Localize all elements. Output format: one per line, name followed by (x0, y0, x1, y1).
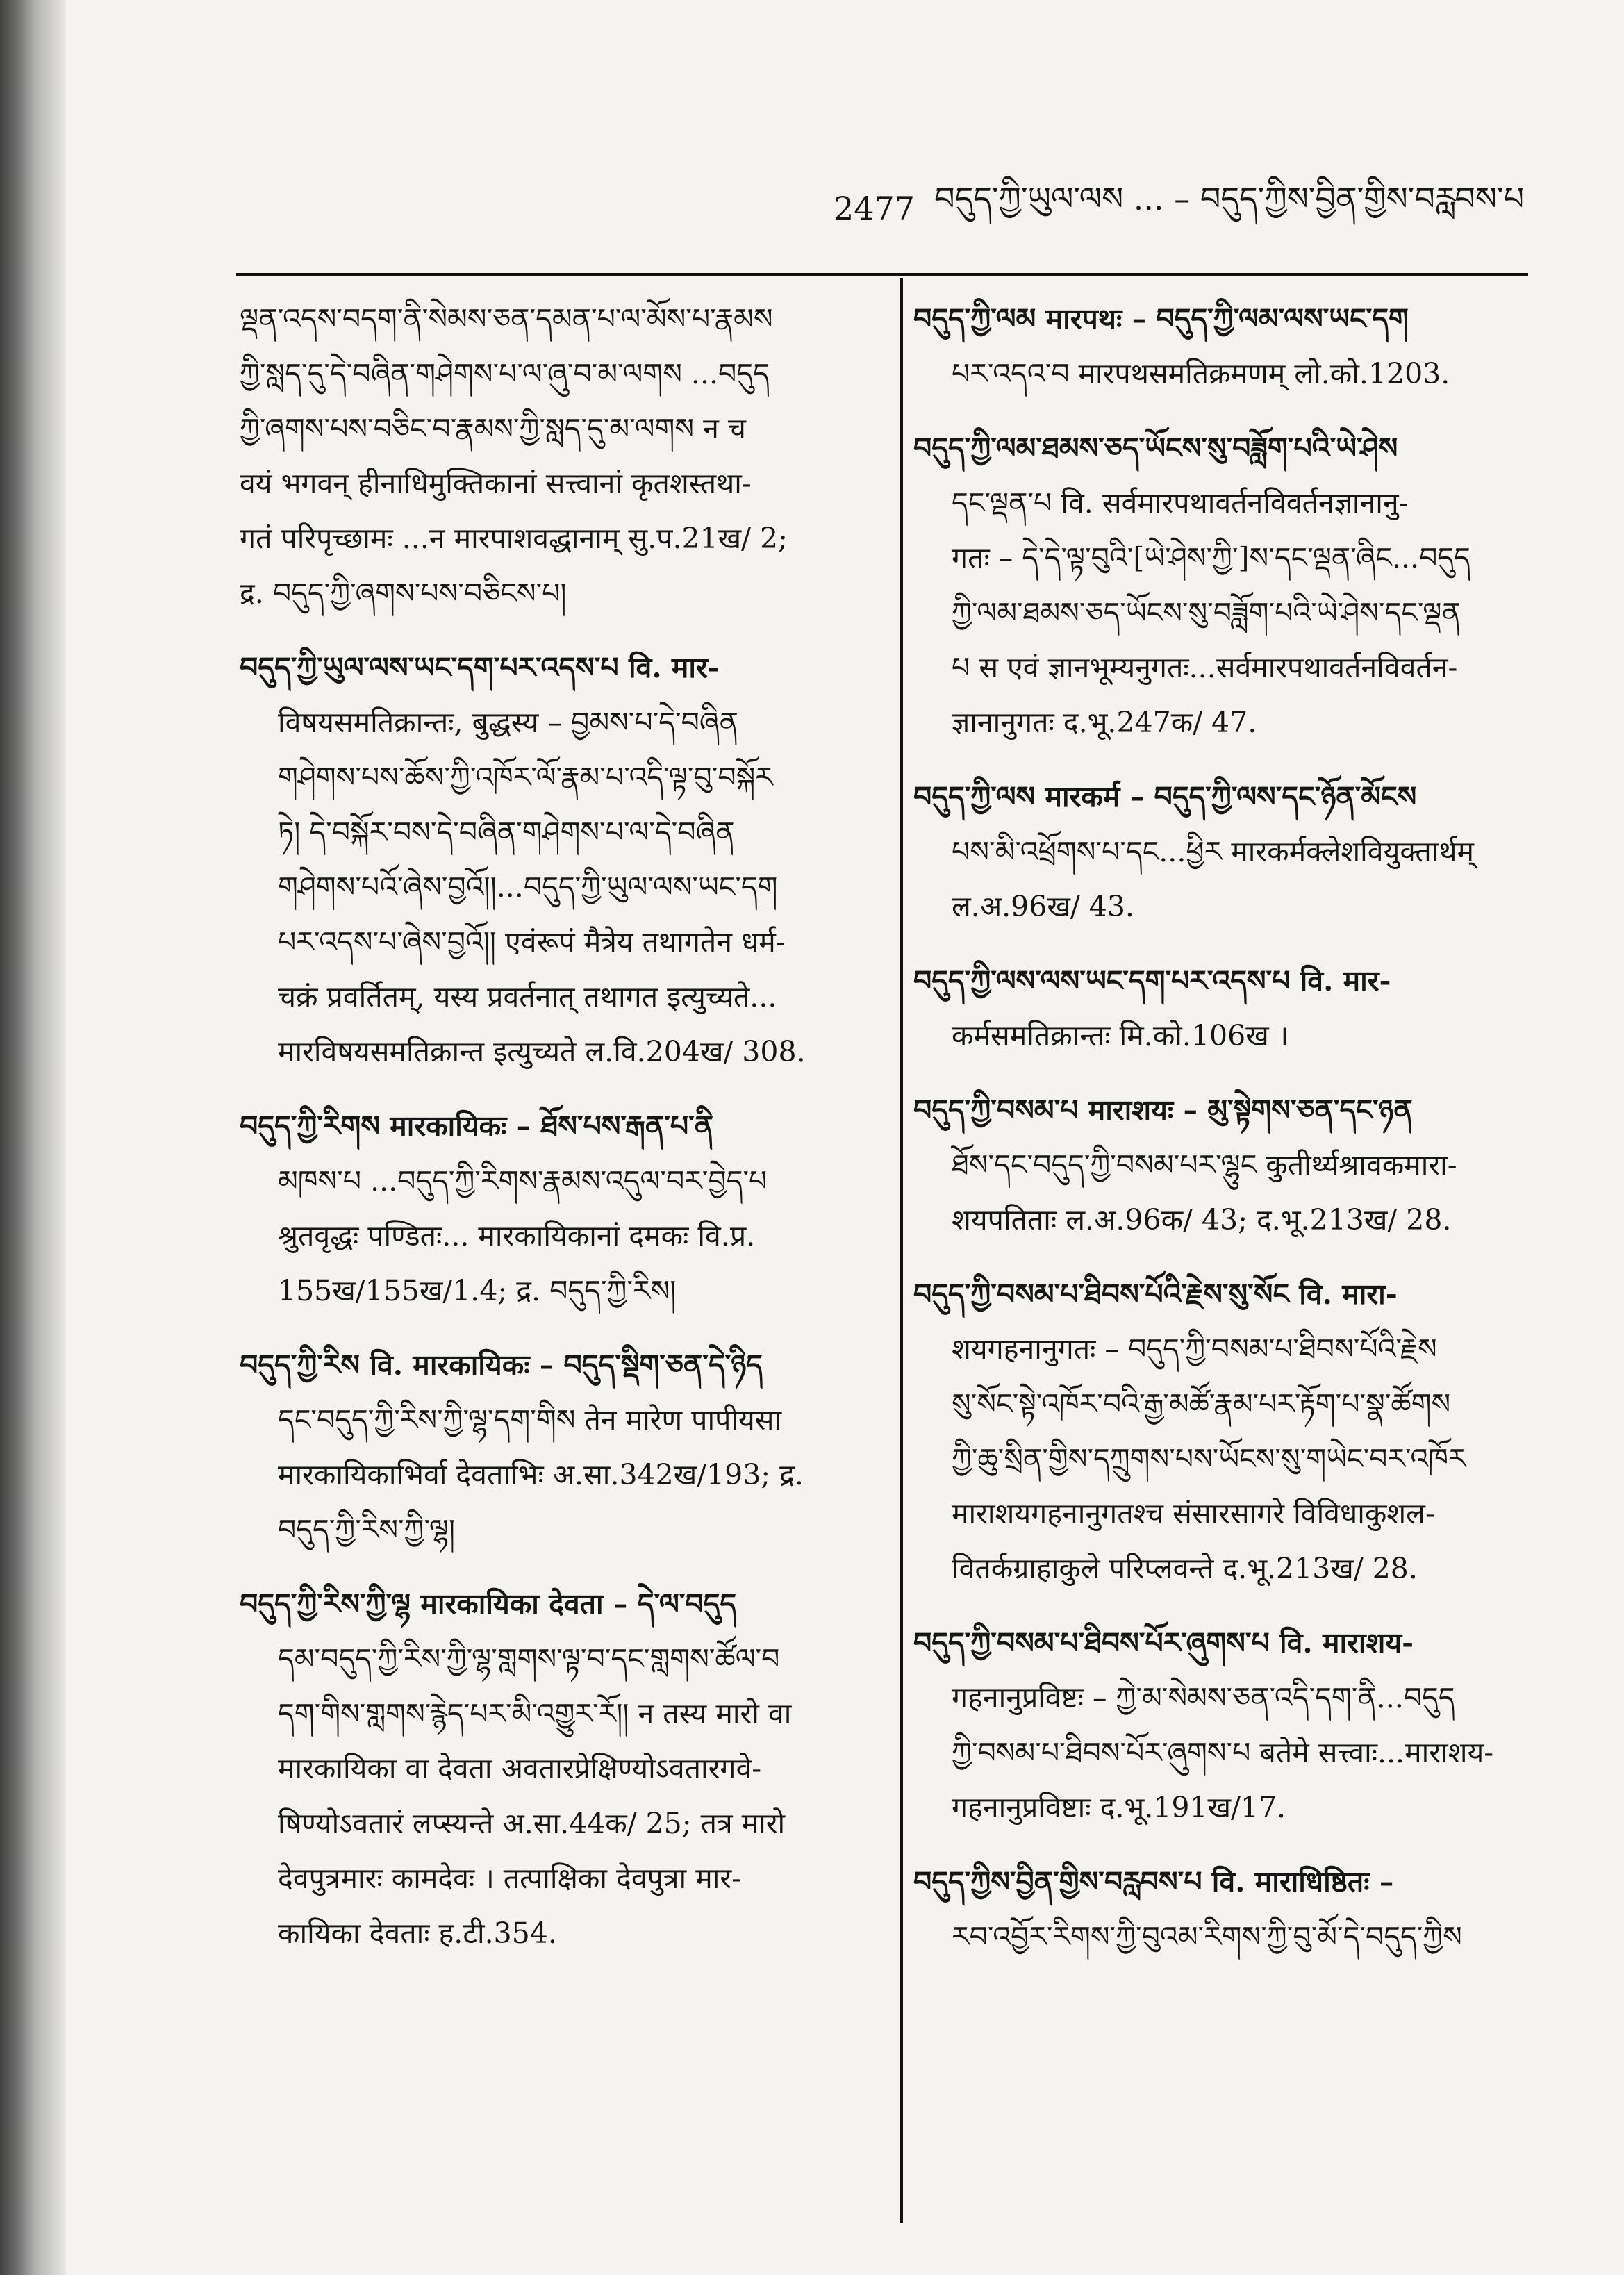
entry-line: वयं भगवन् हीनाधिमुक्तिकानां सत्त्वानां कृतशस्तथा- (240, 467, 752, 500)
entry-line: དང་ལྡན་པ वि. सर्वमारपथावर्तनविवर्तनज्ञानानु- (952, 486, 1409, 520)
entry-headword-line: བདུད་ཀྱི་ལས मारकर्म – བདུད་ཀྱི་ལས་དང་ཉོན་མོངས (913, 780, 1417, 813)
dictionary-entry (240, 292, 886, 621)
entry-line: པས་མི་འཕྲོགས་པ་དང...ཕྱིར मारकर्मक्लेशवियुक्तार्थम् (952, 835, 1475, 868)
entry-line: मारविषयसमतिक्रान्त इत्युच्यते ल.वि.204ख/ 308. (278, 1035, 806, 1068)
entry-line: ज्ञानानुगतः द.भू.247क/ 47. (952, 706, 1257, 739)
entry-line: དག་གིས་གླགས་རྙེད་པར་མི་འགྱུར་རོ།། न तस्य मारो वा (278, 1697, 792, 1730)
entry-line: པར་འདས་པ་ཞེས་བྱའོ།། एवंरूपं मैत्रेय तथागतेन धर्म- (278, 925, 786, 959)
dictionary-entry (913, 1267, 1532, 1596)
entry-line: མཁས་པ ...བདུད་ཀྱི་རིགས་རྣམས་འདུལ་བར་བྱེད་པ (278, 1164, 768, 1198)
entry-line: कायिका देवताः ह.टी.354. (278, 1917, 557, 1950)
entry-headword-line: བདུད་ཀྱི་བསམ་པ་ཐིབས་པོའི་རྗེས་སུ་སོང वि. मारा- (913, 1277, 1398, 1311)
dictionary-entry (913, 421, 1532, 750)
column-divider (900, 278, 903, 2223)
entry-line: मारकायिकाभिर्वा देवताभिः अ.सा.342ख/193; द्र. (278, 1458, 804, 1491)
entry-headword-line: བདུད་ཀྱི་བསམ་པ་ཐིབས་པོར་ཞུགས་པ वि. माराशय- (913, 1626, 1414, 1660)
entry-line: བདུད་ཀྱི་རིས་ཀྱི་ལྷ། (278, 1513, 456, 1546)
entry-line: कर्मसमतिक्रान्तः मि.को.106ख । (952, 1019, 1289, 1052)
dictionary-entry (240, 1338, 886, 1557)
entry-headword-line: བདུད་ཀྱི་ཡུལ་ལས་ཡང་དག་པར་འདས་པ वि. मार- (240, 651, 720, 684)
entry-line: शयगहनानुगतः – བདུད་ཀྱི་བསམ་པ་ཐིབས་པོའི་རྗེས (952, 1332, 1437, 1366)
entry-line: गहनानुप्रविष्टाः द.भू.191ख/17. (952, 1791, 1286, 1824)
entry-line: विषयसमतिक्रान्तः, बुद्धस्य – བྱམས་པ་དེ་བཞིན (278, 706, 738, 739)
entry-line: गहनानुप्रविष्टः – ཀྱེ་མ་སེམས་ཅན་འདི་དག་ནི...བདུད (952, 1681, 1455, 1714)
entry-headword-line: བདུད་ཀྱི་རིགས मारकायिकः – ཐོས་པས་རྒན་པ་ནི (240, 1109, 714, 1143)
entry-line: ཀྱི་ཞགས་པས་བཅིང་བ་རྣམས་ཀྱི་སླད་དུ་མ་ལགས न च (240, 412, 746, 445)
entry-headword-line: བདུད་ཀྱི་བསམ་པ माराशयः – མུ་སྟེགས་ཅན་དང་ཉན (913, 1093, 1413, 1127)
entry-line: श्रुतवृद्धः पण्डितः... मारकायिकानां दमकः वि.प्र. (278, 1219, 756, 1252)
entry-headword-line: བདུད་ཀྱི་ལས་ལས་ཡང་དག་པར་འདས་པ वि. मार- (913, 964, 1391, 998)
entry-headword-line: བདུད་ཀྱི་རིས་ཀྱི་ལྷ मारकायिका देवता – དེ་ལ་བདུད (240, 1587, 737, 1621)
entry-line: ཀྱི་བསམ་པ་ཐིབས་པོར་ཞུགས་པ बतेमे सत्त्वाः...माराशय- (952, 1736, 1494, 1769)
running-header (834, 177, 1528, 240)
page-number: 2477 (834, 190, 915, 227)
entry-line: གཤེགས་པའོ་ཞེས་བྱའོ།།...བདུད་ཀྱི་ཡུལ་ལས་ཡང་དག (278, 870, 778, 904)
entry-line: ཀྱི་སླད་དུ་དེ་བཞིན་གཤེགས་པ་ལ་ཞུ་བ་མ་ལགས ...བདུད (240, 357, 770, 390)
entry-line: དང་བདུད་ཀྱི་རིས་ཀྱི་ལྷ་དག་གིས तेन मारेण पापीयसा (278, 1403, 782, 1437)
entry-line: ཏེ། དེ་བསྐོར་བས་དེ་བཞིན་གཤེགས་པ་ལ་དེ་བཞིན (278, 816, 735, 849)
book-binding-edge (0, 0, 66, 2275)
entry-line: རབ་འབྱོར་རིགས་ཀྱི་བུའམ་རིགས་ཀྱི་བུ་མོ་དེ་བདུད་ཀྱིས (952, 1920, 1462, 1953)
entry-line: माराशयगहनानुगतश्च संसारसागरे विविधाकुशल- (952, 1497, 1435, 1530)
dictionary-entry (240, 1577, 886, 1961)
entry-line: षिण्योऽवतारं लप्स्यन्ते अ.सा.44क/ 25; तत्र मारो (278, 1807, 786, 1840)
dictionary-entry (913, 954, 1532, 1064)
entry-line: ल.अ.96ख/ 43. (952, 890, 1134, 923)
dictionary-entry (240, 1099, 886, 1318)
entry-headword-line: བདུད་ཀྱིས་བྱིན་གྱིས་བརླབས་པ वि. माराधिष्ठितः – (913, 1865, 1394, 1898)
entry-line: དམ་བདུད་ཀྱི་རིས་ཀྱི་ལྷ་གླགས་ལྟ་བ་དང་གླགས་ཚོལ་བ (278, 1642, 780, 1676)
entry-line: པར་འདའ་བ मारपथसमतिक्रमणम् लो.को.1203. (952, 357, 1450, 390)
running-head-text: བདུད་ཀྱི་ཡུལ་ལས ... – བདུད་ཀྱིས་བྱིན་གྱིས་བརླབས་པ (934, 179, 1525, 217)
dictionary-entry (913, 1616, 1532, 1835)
entry-line: ཐོས་དང་བདུད་ཀྱི་བསམ་པར་ལྷུང कुतीर्थ्यश्रावकमारा- (952, 1148, 1457, 1182)
dictionary-entry (913, 1083, 1532, 1248)
entry-line: चक्रं प्रवर्तितम्, यस्य प्रवर्तनात् तथागत इत्युच्यते... (278, 980, 777, 1014)
entry-headword-line: བདུད་ཀྱི་ལམ मारपथः – བདུད་ཀྱི་ལམ་ལས་ཡང་དག (913, 302, 1409, 336)
dictionary-entry (913, 1855, 1532, 1964)
left-column (240, 292, 886, 1980)
entry-headword-line: བདུད་ཀྱི་རིས वि. मारकायिकः – བདུད་སྡིག་ཅན་དེ་ཉིད (240, 1348, 763, 1382)
entry-line: ལྡན་འདས་བདག་ནི་སེམས་ཅན་དམན་པ་ལ་མོས་པ་རྣམས (240, 302, 773, 336)
entry-line: मारकायिका वा देवता अवतारप्रेक्षिण्योऽवतारगवे- (278, 1752, 762, 1785)
dictionary-entry (913, 292, 1532, 402)
entry-line: द्र. བདུད་ཀྱི་ཞགས་པས་བཅིངས་པ། (240, 577, 567, 610)
dictionary-entry (913, 770, 1532, 934)
dictionary-entry (240, 640, 886, 1079)
entry-line: गतं परिपृच्छामः ...न मारपाशवद्धानाम् सु.प.21ख/ 2; (240, 522, 788, 555)
entry-line: པ स एवं ज्ञानभूम्यनुगतः...सर्वमारपथावर्तनविवर्तन- (952, 651, 1458, 684)
entry-line: शयपतिताः ल.अ.96क/ 43; द.भू.213ख/ 28. (952, 1203, 1452, 1236)
entry-line: गतः – དེ་དེ་ལྟ་བུའི་[ཡེ་ཤེས་ཀྱི་]ས་དང་ལྡན་ཞིང...བདུད (952, 541, 1470, 574)
entry-headword-line: བདུད་ཀྱི་ལམ་ཐམས་ཅད་ཡོངས་སུ་བཟློག་པའི་ཡེ་ཤེས (913, 431, 1398, 465)
entry-line: ཀྱི་ཆུ་སྲིན་གྱིས་དཀྲུགས་པས་ཡོངས་སུ་གཡེང་བར་འཁོར (952, 1442, 1466, 1475)
entry-line: 155ख/155ख/1.4; द्र. བདུད་ཀྱི་རིས། (278, 1274, 677, 1307)
header-rule (236, 273, 1528, 276)
entry-line: གཤེགས་པས་ཆོས་ཀྱི་འཁོར་ལོ་རྣམ་པ་འདི་ལྟ་བུ་བསྐོར (278, 761, 773, 794)
entry-line: ཀྱི་ལམ་ཐམས་ཅད་ཡོངས་སུ་བཟློག་པའི་ཡེ་ཤེས་དང་ལྡན (952, 596, 1461, 629)
entry-line: སུ་སོང་སྟེ་འཁོར་བའི་རྒྱ་མཚོ་རྣམ་པར་རྟོག་པ་སྣ་ཚོགས (952, 1387, 1451, 1421)
right-column (913, 292, 1532, 1984)
entry-line: देवपुत्रमारः कामदेवः । तत्पाक्षिका देवपुत्रा मार- (278, 1862, 741, 1895)
entry-line: वितर्कग्राहाकुले परिप्लवन्ते द.भू.213ख/ 28. (952, 1552, 1418, 1585)
